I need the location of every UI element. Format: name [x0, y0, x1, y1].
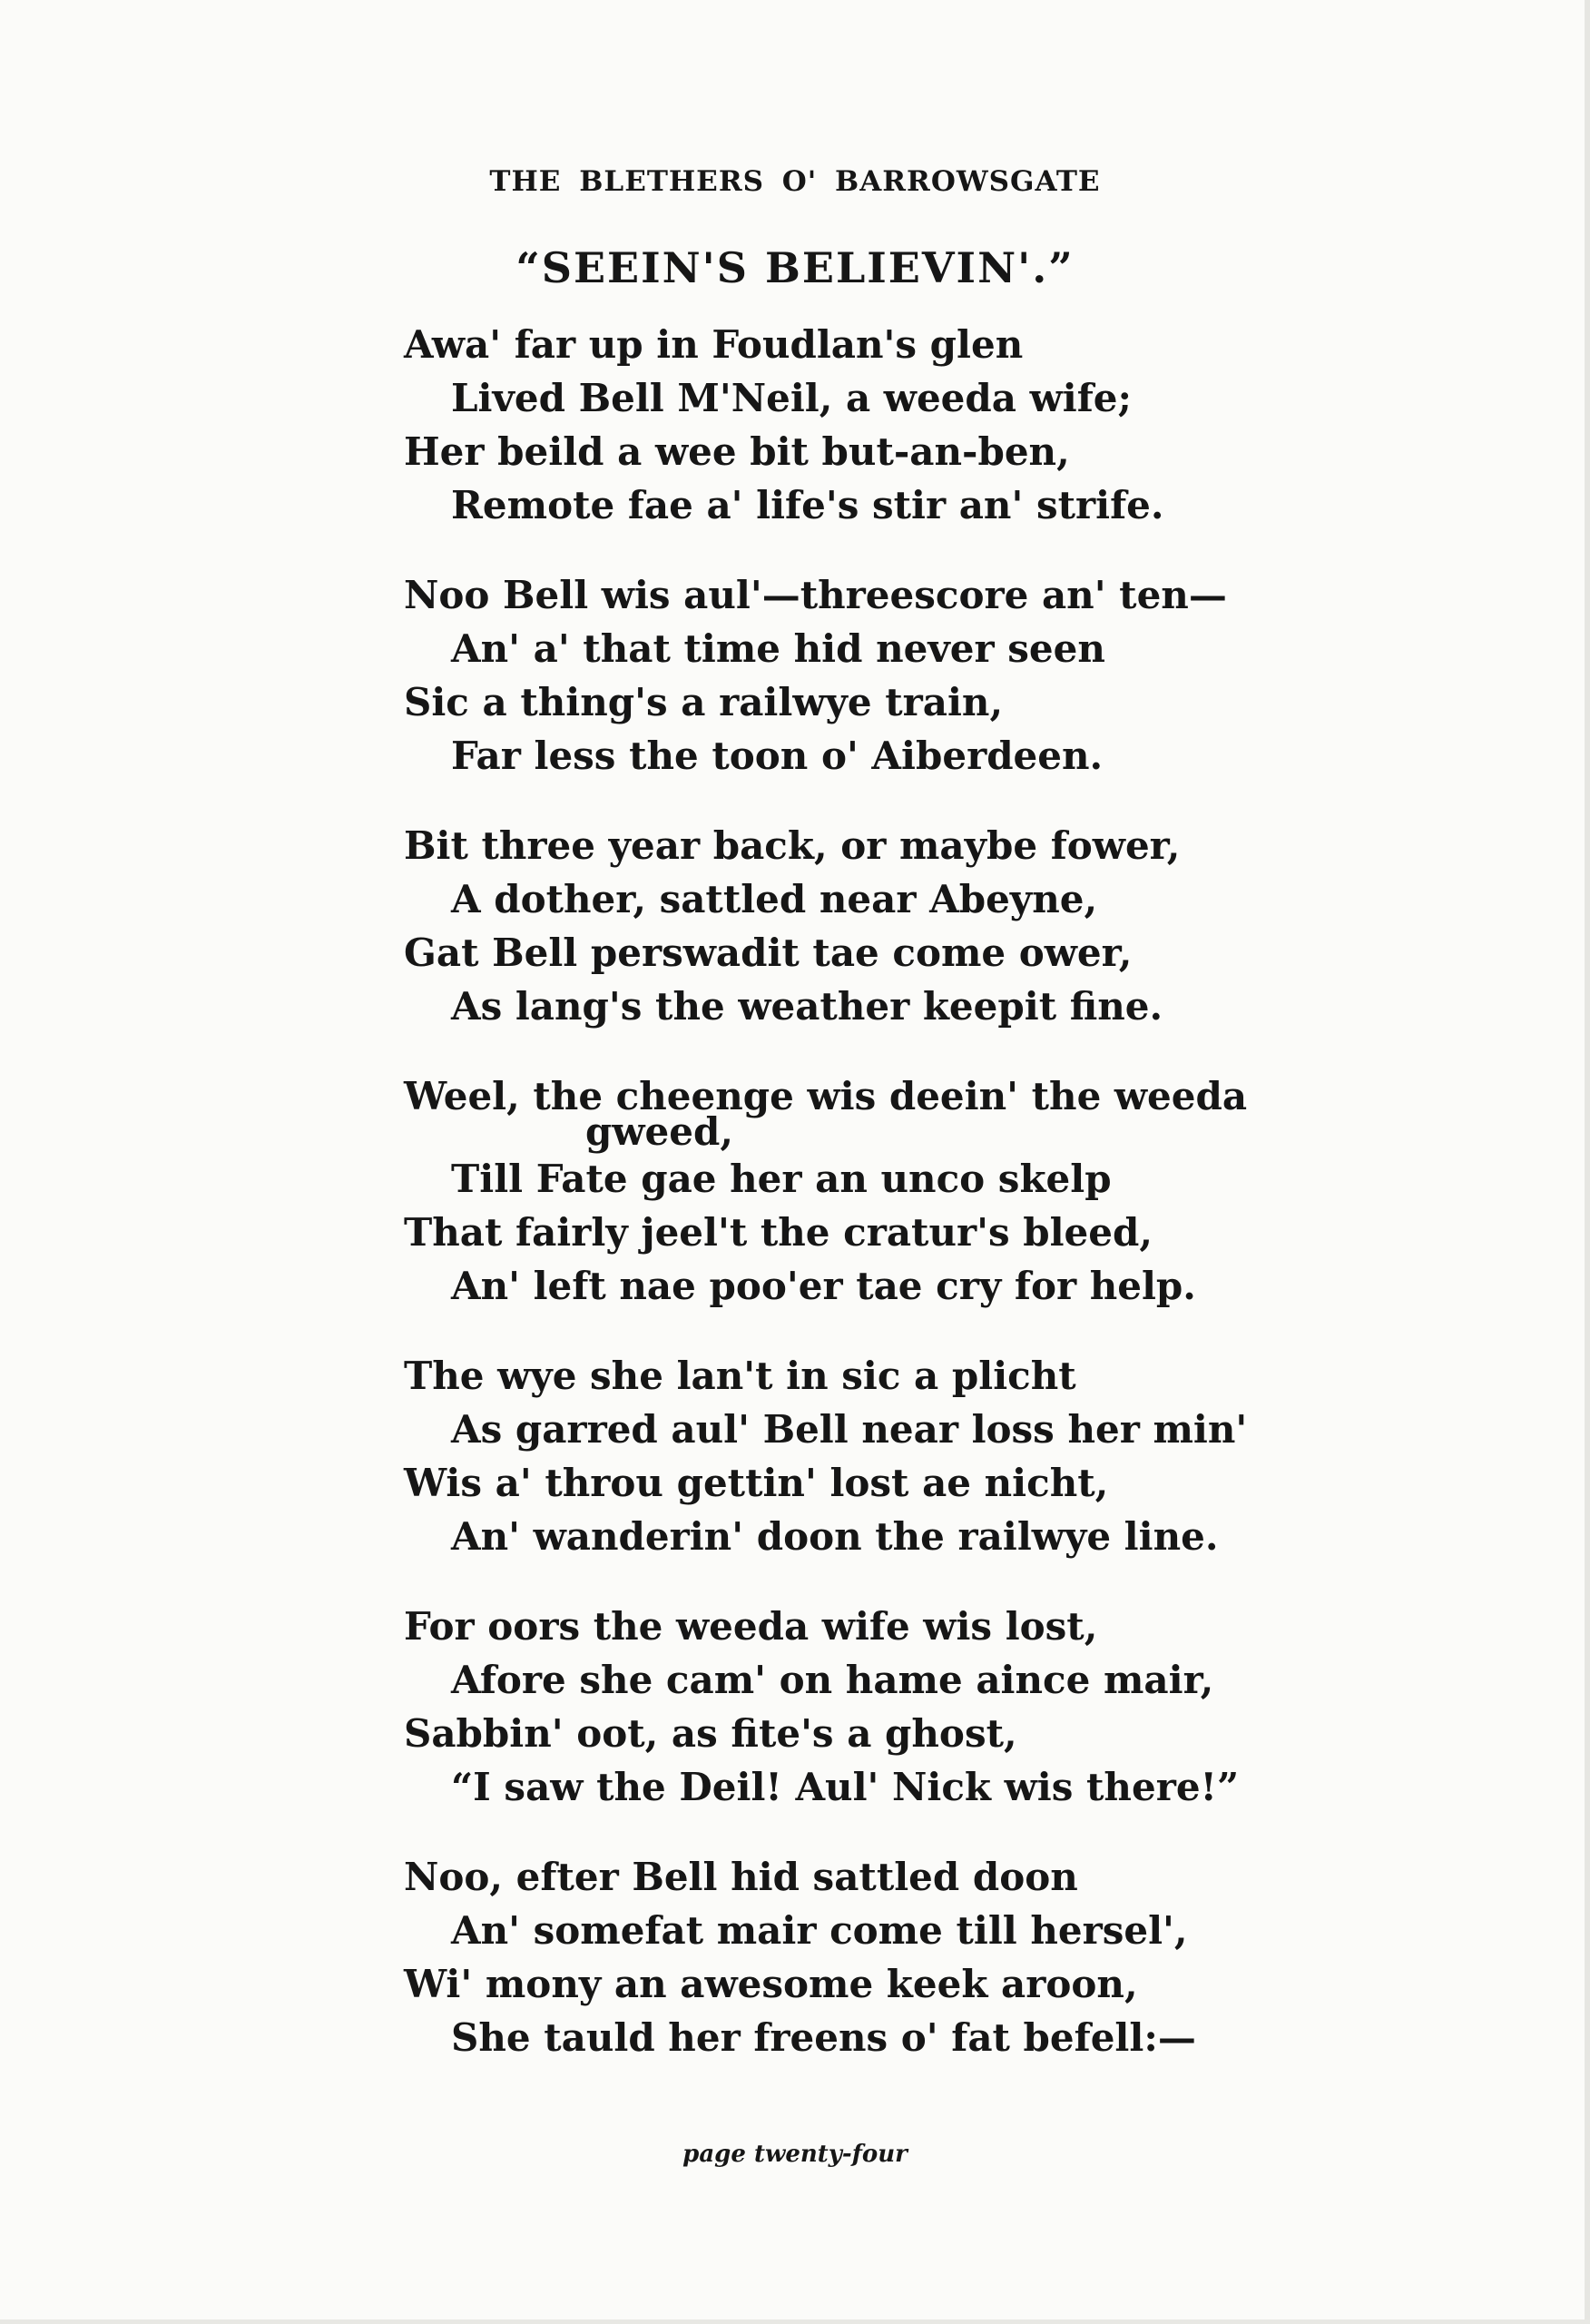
- poem-body: [404, 318, 1293, 2101]
- poem-line: Wi' mony an awesome keek aroon,: [404, 1962, 1138, 2006]
- poem-line: Afore she cam' on hame aince mair,: [451, 1658, 1214, 1702]
- poem-line: The wye she lan't in sic a plicht: [404, 1354, 1076, 1398]
- poem-line: Noo Bell wis aul'—threescore an' ten—: [404, 573, 1227, 617]
- poem-line: A dother, sattled near Abeyne,: [451, 877, 1098, 921]
- poem-line: An' left nae poo'er tae cry for help.: [451, 1264, 1196, 1308]
- page-edge: [1585, 0, 1590, 2324]
- page-edge-bottom: [0, 2319, 1590, 2324]
- stanza-1: [404, 318, 1293, 532]
- stanza-4: [404, 1069, 1293, 1313]
- page-number: page twenty-four: [682, 2141, 908, 2168]
- poem-line: Awa' far up in Foudlan's glen: [404, 322, 1024, 367]
- poem-line-continuation: gweed,: [585, 1109, 733, 1154]
- poem-line: An' wanderin' doon the railwye line.: [451, 1514, 1219, 1559]
- stanza-6: [404, 1600, 1293, 1814]
- stanza-2: [404, 568, 1293, 783]
- poem-line: As garred aul' Bell near loss her min': [451, 1407, 1248, 1452]
- poem-line: “I saw the Deil! Aul' Nick wis there!”: [451, 1765, 1240, 1809]
- stanza-7: [404, 1850, 1293, 2064]
- poem-line: She tauld her freens o' fat befell:—: [451, 2015, 1196, 2060]
- stanza-3: [404, 819, 1293, 1033]
- poem-line: Remote fae a' life's stir an' strife.: [451, 483, 1164, 527]
- poem-line: Noo, efter Bell hid sattled doon: [404, 1855, 1078, 1899]
- poem-line: Till Fate gae her an unco skelp: [451, 1157, 1112, 1201]
- poem-line: Far less the toon o' Aiberdeen.: [451, 734, 1104, 778]
- poem-line: Weel, the cheenge wis deein' the weeda: [404, 1074, 1248, 1118]
- poem-line: Wis a' throu gettin' lost ae nicht,: [404, 1461, 1109, 1505]
- poem-line: Gat Bell perswadit tae come ower,: [404, 931, 1133, 975]
- poem-line: Sic a thing's a railwye train,: [404, 680, 1004, 724]
- poem-title: “SEEIN'S BELIEVIN'.”: [515, 243, 1075, 292]
- poem-line: An' somefat mair come till hersel',: [451, 1908, 1188, 1953]
- poem-line: As lang's the weather keepit fine.: [451, 984, 1163, 1029]
- poem-line: For oors the weeda wife wis lost,: [404, 1604, 1098, 1649]
- poem-line: Her beild a wee bit but-an-ben,: [404, 429, 1070, 474]
- poem-line: An' a' that time hid never seen: [451, 626, 1105, 671]
- poem-line: That fairly jeel't the cratur's bleed,: [404, 1210, 1153, 1255]
- poem-line: Sabbin' oot, as fite's a ghost,: [404, 1711, 1017, 1756]
- poem-line: Lived Bell M'Neil, a weeda wife;: [451, 376, 1133, 420]
- stanza-5: [404, 1349, 1293, 1563]
- poem-line: Bit three year back, or maybe fower,: [404, 823, 1181, 868]
- running-head: THE BLETHERS O' BARROWSGATE: [489, 165, 1101, 198]
